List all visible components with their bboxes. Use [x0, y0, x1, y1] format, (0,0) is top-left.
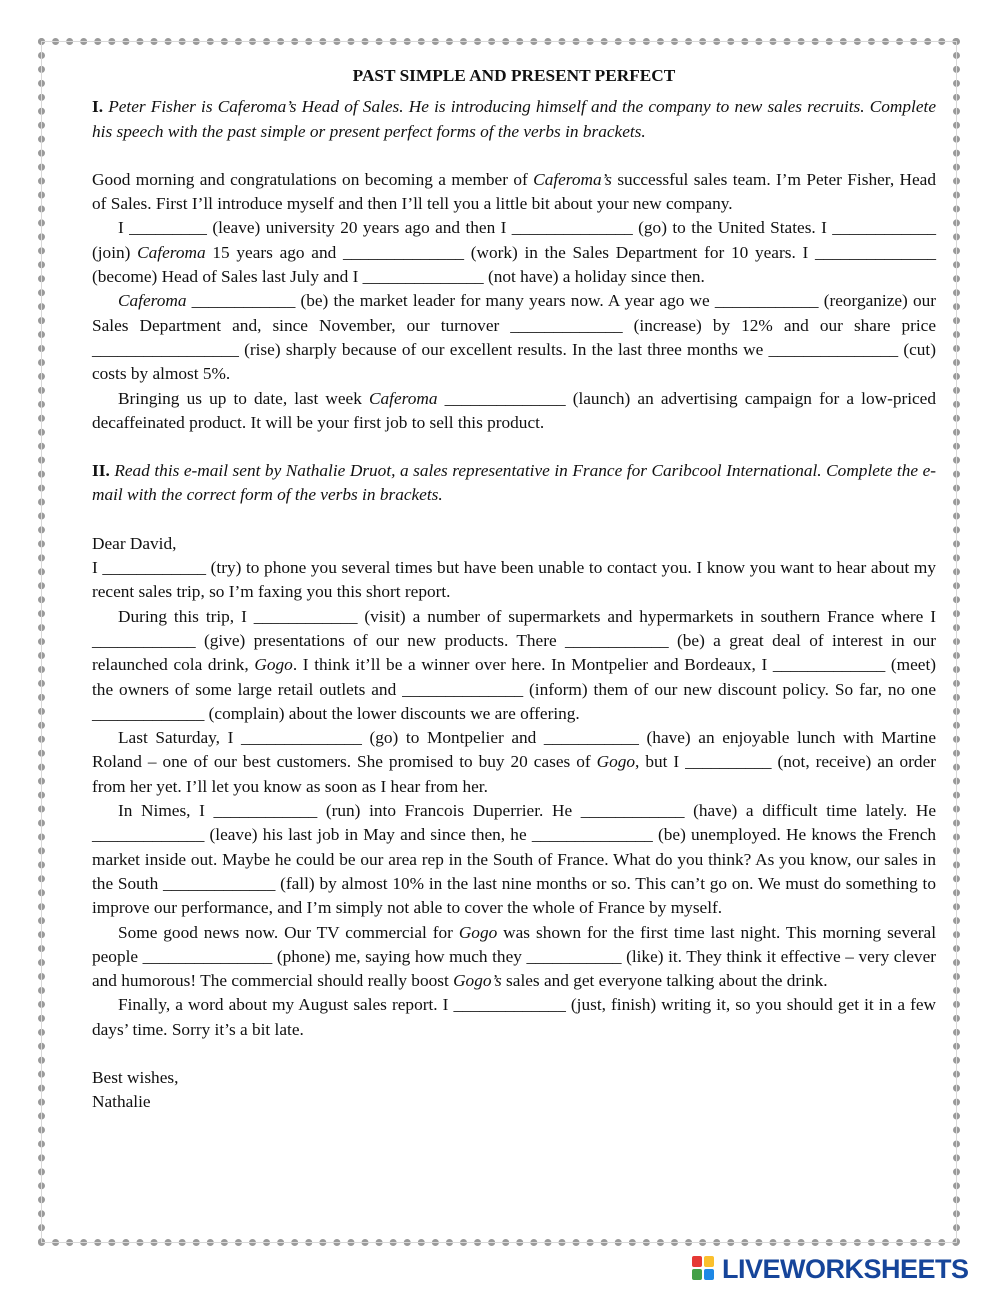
email-paragraph-5 [92, 921, 936, 994]
email-p5-product: Gogo [458, 922, 498, 942]
email-closing: Best wishes, [92, 1067, 179, 1087]
speech-p4-company: Caferoma [369, 388, 438, 408]
email-paragraph-1: I ____________ (try) to phone you several times but have been unable to contact you. I know you want to hear about my recent sales trip, so I’m faxing you this short report. [92, 558, 936, 602]
speech-paragraph-2 [92, 216, 936, 289]
speech-p2-text-a: I _________ (leave) university 20 years ago and then I ______________ (go) to the United States. I ____________ (join) [92, 218, 936, 262]
speech-p2-text-c: 15 years ago and ______________ (work) in the Sales Department for 10 years. I ______________ (become) Head of Sales last July and I ______________ (not have) a holiday since then. [92, 242, 936, 287]
section-2-number: II. [92, 461, 110, 481]
email-p5-product-possessive: Gogo’s [453, 971, 502, 991]
section-2-instruction-text: Read this e-mail sent by Nathalie Druot, a sales representative in France for Caribcool International. Complete the e-mail with the correct form of the verbs in brackets. [92, 461, 936, 505]
speech-p1-company: Caferoma’s [533, 169, 612, 189]
liveworksheets-logo[interactable] [692, 1254, 969, 1284]
speech-p4-text-c: ______________ (launch) an advertising campaign for a low-priced decaffeinated product. It will be your first job to sell this product. [92, 388, 936, 432]
speech-paragraph-1 [92, 168, 936, 217]
speech-p1-text-c: successful sales team. I’m Peter Fisher, Head of Sales. First I’ll introduce myself and then I’ll tell you a little bit about your new company. [92, 169, 936, 214]
email-p2-text-c: . I think it’ll be a winner over here. In Montpelier and Bordeaux, I _____________ (meet) the owners of some large retail outlets and ______________ (inform) them of our new discount policy. So far, no one _____________ (complain) about the lower discounts we are offering. [92, 655, 936, 723]
email-p2-product: Gogo [254, 655, 293, 675]
speech-p4-text-a: Bringing us up to date, last week [118, 388, 369, 408]
section-1-number: I. [92, 97, 104, 117]
email-paragraph-3 [92, 726, 936, 799]
email-p3-product: Gogo [596, 752, 636, 772]
section-2-instruction [92, 459, 936, 508]
speech-paragraph-3 [92, 289, 936, 386]
email-paragraph-2 [92, 605, 936, 726]
section-1-instruction [92, 95, 936, 144]
liveworksheets-logo-icon [692, 1256, 718, 1282]
email-p5-text-c: was shown for the first time last night. This morning several people _______________ (phone) me, saying how much they ___________ (like) it. They think it effective – very clever and humorous! The commercial should really boost [92, 922, 936, 991]
email-greeting: Dear David, [92, 533, 177, 553]
email-paragraph-4: In Nimes, I ____________ (run) into Francois Duperrier. He ____________ (have) a difficult time lately. He _____________ (leave) his last job in May and since then, he ______________ (be) unemployed. He knows the French market inside out. Maybe he could be our area rep in the South of France. What do you think? As you know, our sales in the South _____________ (fall) by almost 10% in the last nine months or so. This can’t go on. We must do something to improve our performance, and I’m simply not able to cover the whole of France by myself. [92, 801, 936, 918]
speech-p2-company: Caferoma [137, 242, 206, 262]
speech-p3-text-b: ____________ (be) the market leader for many years now. A year ago we ____________ (reorganize) our Sales Department and, since November, our turnover _____________ (increase) by 12% and our share price _________________ (rise) sharply because of our excellent results. In the last three months we _______________ (cut) costs by almost 5%. [92, 291, 936, 384]
section-1-instruction-text: Peter Fisher is Caferoma’s Head of Sales. He is introducing himself and the company to new sales recruits. Complete his speech with the past simple or present perfect forms of the verbs in brackets. [92, 97, 936, 141]
speech-p3-company: Caferoma [118, 291, 187, 311]
worksheet-title: PAST SIMPLE AND PRESENT PERFECT [352, 66, 676, 85]
email-paragraph-6: Finally, a word about my August sales report. I _____________ (just, finish) writing it, so you should get it in a few days’ time. Sorry it’s a bit late. [92, 995, 936, 1039]
speech-paragraph-4 [92, 387, 936, 436]
speech-p1-text-a: Good morning and congratulations on becoming a member of [92, 169, 534, 189]
email-p5-text-e: sales and get everyone talking about the drink. [501, 971, 828, 991]
email-p3-text-a: Last Saturday, I ______________ (go) to Montpelier and ___________ (have) an enjoyable lunch with Martine Roland – one of our best customers. She promised to buy 20 cases of [92, 728, 936, 772]
worksheet-content [92, 64, 936, 1115]
email-p5-text-a: Some good news now. Our TV commercial for [118, 922, 459, 942]
liveworksheets-logo-text: LIVEWORKSHEETS [722, 1253, 969, 1284]
email-p2-text-a: During this trip, I ____________ (visit) a number of supermarkets and hypermarkets in southern France where I ____________ (give) presentations of our new products. There ____________ (be) a great deal of interest in our relaunched cola drink, [92, 606, 936, 675]
email-p3-text-c: , but I __________ (not, receive) an order from her yet. I’ll let you know as soon as I hear from her. [92, 752, 936, 796]
email-signature: Nathalie [92, 1092, 151, 1112]
